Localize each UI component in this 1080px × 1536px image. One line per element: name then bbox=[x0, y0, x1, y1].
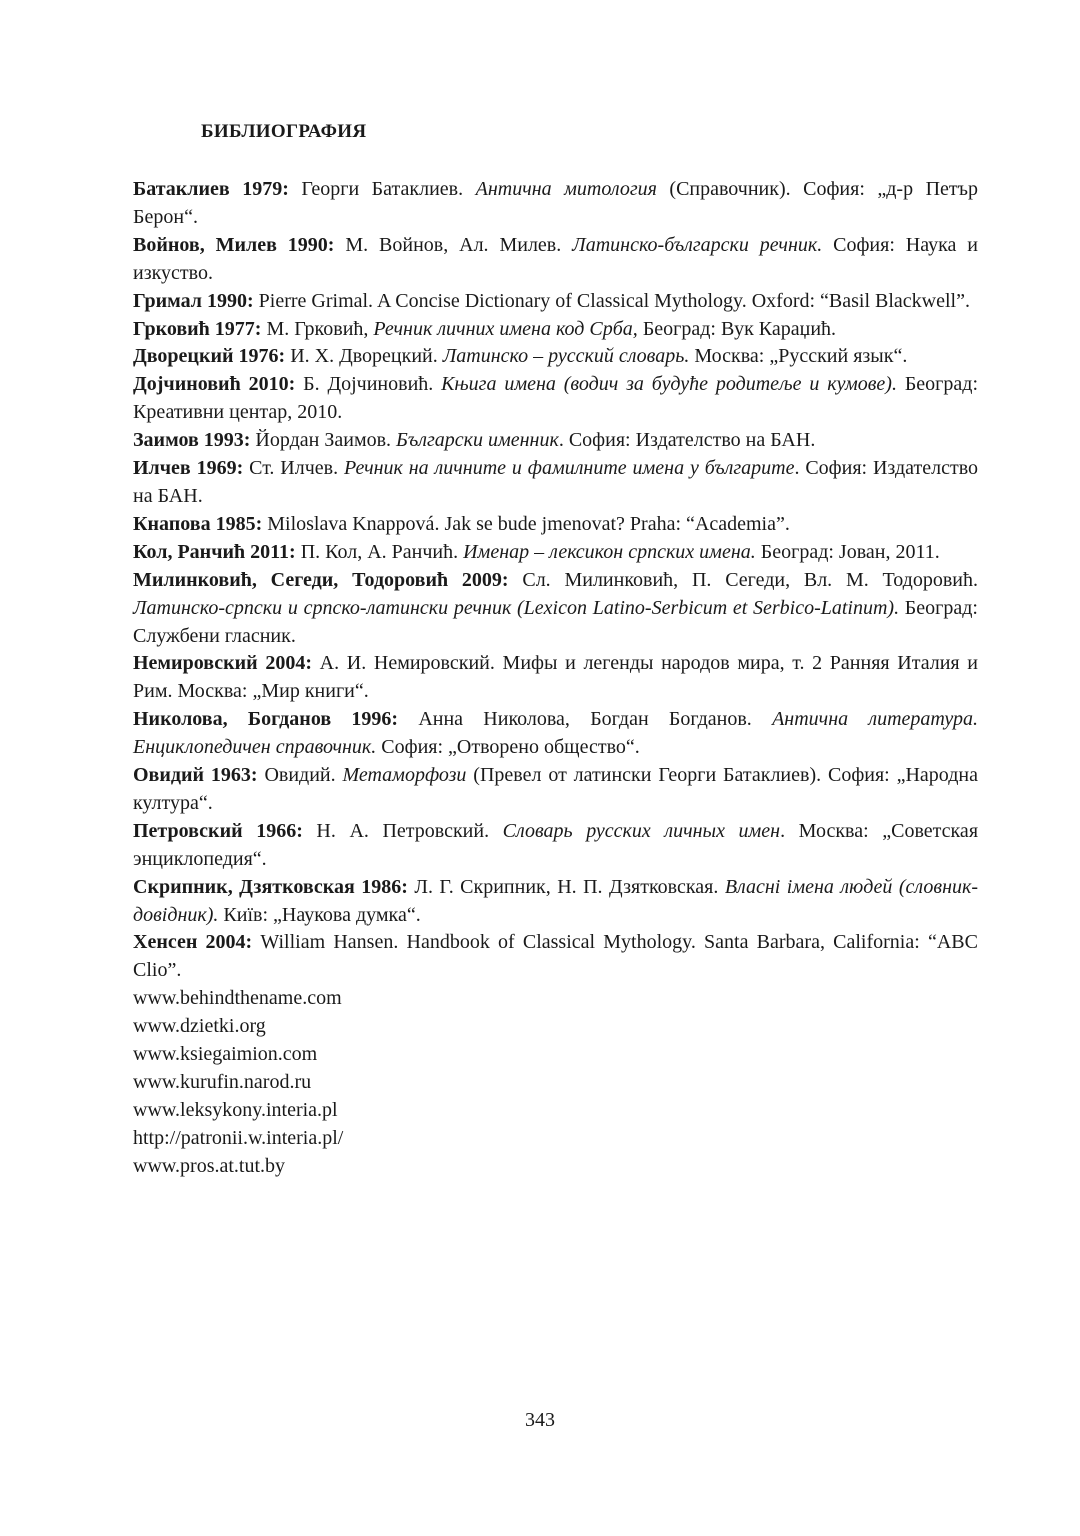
bib-entry-zaimov bbox=[133, 427, 978, 455]
entry-text: Овидий. bbox=[257, 764, 343, 787]
entry-title: Књига имена (водич за будуће родитеље и кумове). bbox=[441, 373, 897, 396]
entry-text: . София: Издателство на БАН. bbox=[558, 429, 816, 452]
entry-title: Латинско – русский словарь. bbox=[442, 345, 690, 368]
entry-title: Латинско-српски и српско-латински речник (Lexicon Latino-Serbicum et Serbico-Latinum). bbox=[133, 596, 900, 619]
entry-text: Йордан Заимов. bbox=[250, 429, 397, 452]
entry-key: Войнов, Милев 1990: bbox=[133, 233, 335, 256]
entry-key: Дворецкий 1976: bbox=[133, 345, 286, 368]
entry-text: . Москва: „Советская энциклопедия“. bbox=[133, 819, 979, 870]
page-number: 343 bbox=[525, 1409, 555, 1431]
bib-entry-dvoretsky bbox=[133, 343, 978, 371]
bib-entry-ilchev bbox=[133, 455, 978, 511]
entry-key: Николова, Богданов 1996: bbox=[133, 708, 399, 731]
entry-text: Л. Г. Скрипник, Н. П. Дзятковская. bbox=[407, 875, 725, 898]
entry-title: Словарь русских личных имен bbox=[502, 819, 781, 842]
entry-text: (Справочник). София: „д-р Петър Берон“. bbox=[133, 178, 978, 228]
entry-text: Георги Батаклиев. bbox=[288, 178, 476, 200]
bib-entry-hansen bbox=[133, 929, 978, 985]
entry-title: Антична литература. Енциклопедичен справочник. bbox=[133, 708, 978, 759]
bib-entry-nemirovsky bbox=[133, 650, 978, 706]
entry-text: Miloslava Knappová. Jak se bude jmenovat? Praha: “Academia”. bbox=[262, 512, 790, 535]
web-source-link[interactable]: www.leksykony.interia.pl bbox=[133, 1098, 338, 1121]
web-source-link[interactable]: www.kurufin.narod.ru bbox=[133, 1071, 312, 1093]
entry-text: Београд: Службени гласник. bbox=[133, 596, 978, 647]
entry-key: Петровский 1966: bbox=[133, 819, 303, 842]
entry-key: Кнапова 1985: bbox=[133, 512, 263, 535]
bib-entry-kol-rancic bbox=[133, 539, 978, 567]
entry-text: М. Грковић, bbox=[261, 317, 374, 340]
entry-key: Милинковић, Сегеди, Тодоровић 2009: bbox=[133, 568, 509, 591]
bib-entry-knappova bbox=[133, 511, 978, 539]
entry-title: Власні імена людей (словник-довідник). bbox=[133, 875, 979, 926]
entry-text: П. Кол, А. Ранчић. bbox=[295, 540, 464, 563]
entry-key: Дојчиновић 2010: bbox=[133, 373, 296, 396]
entry-text: Pierre Grimal. A Concise Dictionary of Classical Mythology. Oxford: “Basil Blackwell”. bbox=[253, 289, 970, 312]
entry-text: . София: Издателство на БАН. bbox=[133, 457, 978, 507]
page-title: БИБЛИОГРАФИЯ bbox=[201, 121, 367, 142]
entry-key: Немировский 2004: bbox=[133, 652, 313, 675]
entry-title: Именар – лексикон српских имена. bbox=[463, 540, 756, 563]
bib-entry-milinkovic bbox=[133, 567, 978, 651]
entry-text: А. И. Немировский. Мифы и легенды народов мира, т. 2 Ранняя Италия и Рим. Москва: „Мир книги“. bbox=[133, 652, 978, 703]
entry-text: Б. Дојчиновић. bbox=[295, 373, 442, 396]
bib-entry-grkovic bbox=[133, 316, 978, 344]
web-source-link[interactable]: www.behindthename.com bbox=[133, 987, 342, 1010]
entry-text: Київ: „Наукова думка“. bbox=[218, 903, 421, 926]
entry-text: (Превел от латински Георги Батаклиев). София: „Народна култура“. bbox=[133, 764, 978, 814]
web-source-link[interactable]: http://patronii.w.interia.pl/ bbox=[133, 1126, 344, 1149]
entry-key: Грковић 1977: bbox=[133, 317, 262, 340]
entry-title: Латинско-български речник. bbox=[572, 233, 823, 256]
web-source-link[interactable]: www.ksiegaimion.com bbox=[133, 1043, 318, 1066]
entry-text: Москва: „Русский язык“. bbox=[689, 345, 908, 368]
web-source-link[interactable]: www.dzietki.org bbox=[133, 1015, 266, 1038]
bib-entry-dojcinovic bbox=[133, 371, 978, 427]
entry-text: София: Наука и изкуство. bbox=[133, 233, 978, 284]
bibliography bbox=[133, 176, 978, 1181]
bib-entry-ovid bbox=[133, 762, 978, 818]
entry-text: Сл. Милинковић, П. Сегеди, Вл. М. Тодоровић. bbox=[508, 568, 978, 591]
bib-entry-bataklier bbox=[133, 176, 978, 232]
entry-title: Антична митология bbox=[475, 178, 657, 200]
entry-text: Београд: Креативни центар, 2010. bbox=[133, 373, 978, 424]
entry-key: Хенсен 2004: bbox=[133, 931, 253, 954]
entry-title: Речник на личните и фамилните имена у българите bbox=[343, 457, 795, 480]
entry-text: Београд: Јован, 2011. bbox=[755, 540, 940, 563]
entry-key: Батаклиев 1979: bbox=[133, 178, 289, 200]
entry-key: Овидий 1963: bbox=[133, 764, 258, 787]
entry-text: И. Х. Дворецкий. bbox=[285, 345, 443, 368]
bib-entry-nikolova bbox=[133, 706, 978, 762]
bib-entry-voynov bbox=[133, 232, 978, 288]
entry-key: Скрипник, Дзятковская 1986: bbox=[133, 875, 408, 898]
bib-entry-petrovsky bbox=[133, 818, 978, 874]
entry-title: Речник личних имена код Срба, bbox=[373, 317, 638, 340]
web-source-link[interactable]: www.pros.at.tut.by bbox=[133, 1154, 286, 1177]
entry-key: Заимов 1993: bbox=[133, 429, 251, 452]
entry-title: Метаморфози bbox=[342, 764, 467, 787]
entry-key: Илчев 1969: bbox=[133, 457, 244, 480]
entry-text: Н. А. Петровский. bbox=[302, 819, 503, 842]
entry-text: Београд: Вук Караџић. bbox=[637, 317, 837, 340]
entry-text: Ст. Илчев. bbox=[243, 457, 344, 480]
bib-entry-skripnik bbox=[133, 874, 978, 930]
web-sources-list bbox=[133, 985, 978, 1180]
entry-text: София: „Отворено общество“. bbox=[376, 736, 640, 759]
entry-key: Гримал 1990: bbox=[133, 289, 254, 312]
bib-entry-grimal bbox=[133, 288, 978, 316]
entry-title: Български именник bbox=[396, 429, 559, 452]
entry-key: Кол, Ранчић 2011: bbox=[133, 540, 296, 563]
entry-text: William Hansen. Handbook of Classical Mythology. Santa Barbara, California: “ABC Clio”. bbox=[133, 931, 978, 982]
entry-text: Анна Николова, Богдан Богданов. bbox=[398, 708, 773, 731]
entry-text: М. Войнов, Ал. Милев. bbox=[334, 233, 573, 256]
